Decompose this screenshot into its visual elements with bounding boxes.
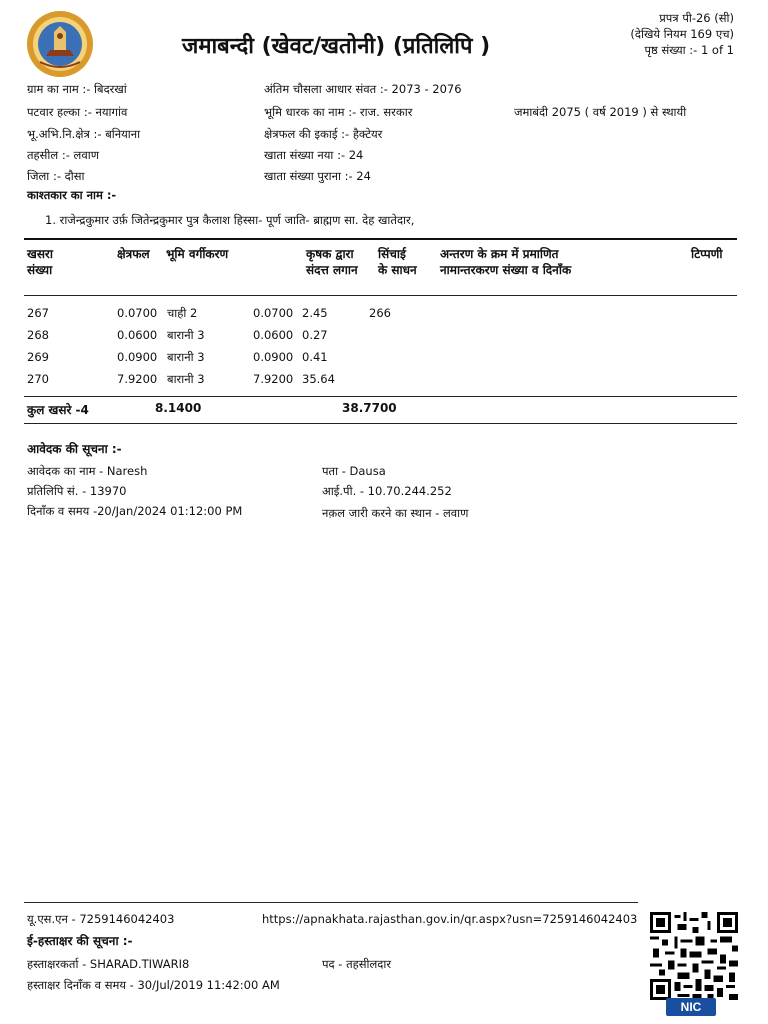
tehsil: तहसील :- लवाण bbox=[27, 148, 100, 162]
cell-khasra: 267 bbox=[27, 306, 49, 320]
cultivator-heading: काश्तकार का नाम :- bbox=[27, 188, 117, 202]
cell-class-area: 0.0700 bbox=[253, 306, 294, 320]
cell-khasra: 269 bbox=[27, 350, 49, 364]
ip-address: आई.पी. - 10.70.244.252 bbox=[322, 484, 452, 498]
applicant-heading: आवेदक की सूचना :- bbox=[27, 442, 122, 456]
form-reference-block bbox=[630, 10, 734, 58]
column-header-irrigation: सिंचाई के साधन bbox=[378, 247, 417, 277]
table-top-border bbox=[24, 238, 737, 240]
total-khasra-label: कुल खसरे -4 bbox=[27, 403, 89, 417]
signer-name: हस्ताक्षरकर्ता - SHARAD.TIWARI8 bbox=[27, 957, 190, 971]
column-header-rent: कृषक द्वारा संदत्त लगान bbox=[306, 247, 358, 277]
land-holder-name: भूमि धारक का नाम :- राज. सरकार bbox=[264, 105, 413, 119]
bhu-abhi-ni-area: भू.अभि.नि.क्षेत्र :- बनियाना bbox=[27, 127, 141, 141]
cell-rent: 0.41 bbox=[302, 350, 328, 364]
patwar-halka: पटवार हल्का :- नयागांव bbox=[27, 105, 128, 119]
total-area: 8.1400 bbox=[155, 401, 202, 415]
cell-land-class: बारानी 3 bbox=[167, 372, 205, 386]
cell-khasra: 268 bbox=[27, 328, 49, 342]
cell-land-class: बारानी 3 bbox=[167, 350, 205, 364]
cell-khasra: 270 bbox=[27, 372, 49, 386]
cell-area: 0.0600 bbox=[117, 328, 158, 342]
applicant-address: पता - Dausa bbox=[322, 464, 386, 478]
page-count: पृष्ठ संख्या :- 1 of 1 bbox=[644, 43, 734, 57]
cell-irrigation: 266 bbox=[369, 306, 391, 320]
district: जिला :- दौसा bbox=[27, 169, 85, 183]
khata-number-old: खाता संख्या पुराना :- 24 bbox=[264, 169, 371, 183]
issue-place: नक़ल जारी करने का स्थान - लवाण bbox=[322, 506, 469, 520]
village-name: ग्राम का नाम :- बिदरखां bbox=[27, 82, 127, 96]
column-header-area: क्षेत्रफल bbox=[117, 247, 150, 261]
nic-logo: NIC bbox=[666, 998, 716, 1016]
document-title: जमाबन्दी (खेवट/खतोनी) (प्रतिलिपि ) bbox=[182, 34, 491, 59]
rule-reference: (देखिये नियम 169 एच) bbox=[630, 27, 734, 41]
column-header-land-class: भूमि वर्गीकरण bbox=[166, 247, 229, 261]
qr-code-icon bbox=[650, 910, 738, 1002]
cell-rent: 0.27 bbox=[302, 328, 328, 342]
column-header-mutation: अन्तरण के क्रम में प्रमाणित नामान्तरकरण संख्या व दिनाँक bbox=[440, 247, 572, 277]
copy-number: प्रतिलिपि सं. - 13970 bbox=[27, 484, 127, 498]
cell-area: 7.9200 bbox=[117, 372, 158, 386]
area-unit: क्षेत्रफल की इकाई :- हैक्टेयर bbox=[264, 127, 383, 141]
cell-class-area: 0.0900 bbox=[253, 350, 294, 364]
cultivator-entry: 1. राजेन्द्रकुमार उर्फ़ जितेन्द्रकुमार पुत्र कैलाश हिस्सा- पूर्ण जाति- ब्राह्मण सा. देह खातेदार, bbox=[45, 213, 415, 227]
rajasthan-emblem-icon bbox=[26, 10, 94, 78]
form-number: प्रपत्र पी-26 (सी) bbox=[659, 11, 734, 25]
cell-land-class: चाही 2 bbox=[167, 306, 198, 320]
signer-designation: पद - तहसीलदार bbox=[322, 957, 392, 971]
cell-class-area: 7.9200 bbox=[253, 372, 294, 386]
usn-number: यू.एस.एन - 7259146042403 bbox=[27, 912, 175, 926]
table-bottom-border bbox=[24, 423, 737, 424]
cell-area: 0.0700 bbox=[117, 306, 158, 320]
column-header-remarks: टिप्पणी bbox=[691, 247, 723, 261]
khata-number-new: खाता संख्या नया :- 24 bbox=[264, 148, 364, 162]
jamabandi-year: जमाबंदी 2075 ( वर्ष 2019 ) से स्थायी bbox=[514, 105, 687, 119]
applied-datetime: दिनाँक व समय -20/Jan/2024 01:12:00 PM bbox=[27, 504, 243, 518]
column-header-khasra: खसरा संख्या bbox=[27, 247, 53, 277]
table-header-border bbox=[24, 295, 737, 296]
applicant-name: आवेदक का नाम - Naresh bbox=[27, 464, 148, 478]
sign-datetime: हस्ताक्षर दिनाँक व समय - 30/Jul/2019 11:42:00 AM bbox=[27, 978, 280, 992]
footer-border bbox=[24, 902, 638, 903]
cell-area: 0.0900 bbox=[117, 350, 158, 364]
cell-class-area: 0.0600 bbox=[253, 328, 294, 342]
last-chausla: अंतिम चौसला आधार संवत :- 2073 - 2076 bbox=[264, 82, 462, 96]
verification-url[interactable]: https://apnakhata.rajasthan.gov.in/qr.aspx?usn=7259146042403 bbox=[262, 912, 638, 926]
cell-land-class: बारानी 3 bbox=[167, 328, 205, 342]
esign-heading: ई-हस्ताक्षर की सूचना :- bbox=[27, 934, 133, 948]
table-total-top-border bbox=[24, 396, 737, 397]
total-rent: 38.7700 bbox=[342, 401, 397, 415]
cell-rent: 35.64 bbox=[302, 372, 335, 386]
cell-rent: 2.45 bbox=[302, 306, 328, 320]
